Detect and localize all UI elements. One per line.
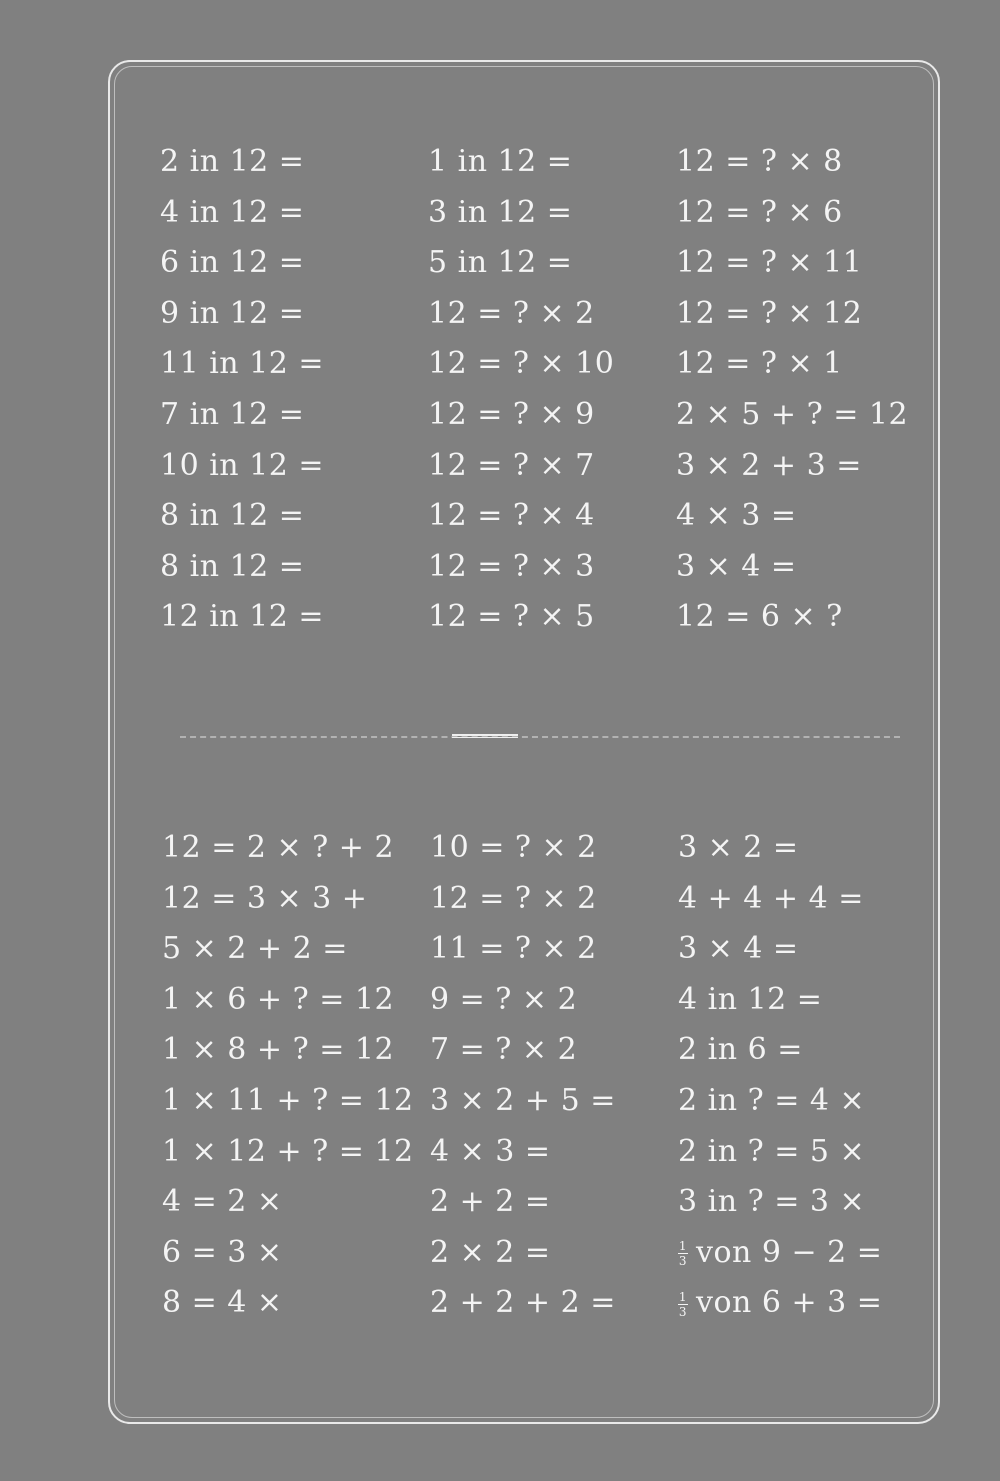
exercise-item: 3 × 2 =	[678, 830, 799, 865]
section-divider-mark	[452, 734, 518, 738]
exercise-item: 9 = ? × 2	[430, 981, 578, 1017]
exercise-item: 12 = ? × 3	[428, 548, 595, 584]
exercise-item: 3 × 2 + 3 =	[676, 447, 862, 483]
exercise-item: 2 + 2 + 2 =	[430, 1285, 616, 1321]
exercise-item: 3 in ? = 3 ×	[678, 1184, 866, 1220]
fraction-numerator: 1	[678, 1239, 688, 1254]
exercise-item: 10 in 12 =	[160, 447, 325, 483]
exercise-item: 10 = ? × 2	[430, 830, 597, 865]
exercise-item: 2 in 12 =	[160, 144, 305, 179]
exercise-item: 12 = 6 × ?	[676, 599, 843, 635]
exercise-item: 12 = ? × 7	[428, 447, 595, 483]
exercise-item: 12 = ? × 5	[428, 599, 595, 635]
exercise-item: 12 in 12 =	[160, 599, 325, 635]
fraction-denominator: 3	[678, 1254, 688, 1269]
top-column-3	[676, 137, 908, 643]
exercise-item: 9 in 12 =	[160, 295, 305, 331]
exercise-item: 1 in 12 =	[428, 144, 573, 179]
exercise-item: 3 in 12 =	[428, 194, 573, 230]
fraction-exercise-item	[678, 1228, 882, 1279]
exercise-item: 12 = 3 × 3 +	[162, 880, 368, 916]
exercise-item: 11 = ? × 2	[430, 931, 597, 967]
fraction-exercise-text: von 6 + 3 =	[696, 1285, 883, 1321]
exercise-item: 12 = ? × 2	[430, 880, 597, 916]
exercise-item: 8 in 12 =	[160, 548, 305, 584]
exercise-item: 3 × 4 =	[676, 548, 797, 584]
exercise-item: 4 + 4 + 4 =	[678, 880, 864, 916]
exercise-item: 1 × 11 + ? = 12	[162, 1082, 414, 1118]
fraction-exercise-item	[678, 1278, 882, 1329]
exercise-item: 12 = ? × 4	[428, 498, 595, 534]
exercise-item: 12 = 2 × ? + 2	[162, 830, 395, 865]
exercise-item: 2 in ? = 5 ×	[678, 1133, 866, 1169]
exercise-item: 2 in ? = 4 ×	[678, 1082, 866, 1118]
exercise-item: 4 × 3 =	[430, 1133, 551, 1169]
exercise-item: 12 = ? × 12	[676, 295, 863, 331]
fraction-denominator: 3	[678, 1304, 688, 1319]
exercise-item: 12 = ? × 11	[676, 245, 863, 281]
fraction-exercise-text: von 9 − 2 =	[696, 1234, 883, 1270]
exercise-item: 12 = ? × 10	[428, 346, 615, 382]
exercise-item: 11 in 12 =	[160, 346, 325, 382]
exercise-item: 3 × 2 + 5 =	[430, 1082, 616, 1118]
exercise-item: 4 × 3 =	[676, 498, 797, 534]
bottom-column-1	[162, 823, 414, 1329]
top-column-2	[428, 137, 614, 643]
fraction-numerator: 1	[678, 1289, 688, 1304]
exercise-item: 7 = ? × 2	[430, 1032, 578, 1068]
exercise-item: 8 in 12 =	[160, 498, 305, 534]
exercise-item: 2 × 2 =	[430, 1234, 551, 1270]
top-column-1	[160, 137, 324, 643]
exercise-item: 2 in 6 =	[678, 1032, 803, 1068]
exercise-item: 12 = ? × 1	[676, 346, 843, 382]
exercise-item: 1 × 6 + ? = 12	[162, 981, 395, 1017]
section-divider	[180, 736, 900, 738]
exercise-item: 5 × 2 + 2 =	[162, 931, 348, 967]
exercise-item: 4 in 12 =	[160, 194, 305, 230]
exercise-item: 6 = 3 ×	[162, 1234, 283, 1270]
exercise-item: 8 = 4 ×	[162, 1285, 283, 1321]
exercise-item: 1 × 8 + ? = 12	[162, 1032, 395, 1068]
exercise-item: 4 = 2 ×	[162, 1184, 283, 1220]
fraction	[678, 1291, 688, 1318]
exercise-item: 2 + 2 =	[430, 1184, 551, 1220]
exercise-item: 4 in 12 =	[678, 981, 823, 1017]
fraction	[678, 1240, 688, 1267]
exercise-item: 12 = ? × 2	[428, 295, 595, 331]
exercise-item: 1 × 12 + ? = 12	[162, 1133, 414, 1169]
exercise-item: 12 = ? × 9	[428, 396, 595, 432]
exercise-item: 2 × 5 + ? = 12	[676, 396, 909, 432]
exercise-item: 3 × 4 =	[678, 931, 799, 967]
bottom-column-3	[678, 823, 882, 1329]
exercise-item: 6 in 12 =	[160, 245, 305, 281]
exercise-item: 5 in 12 =	[428, 245, 573, 281]
exercise-item: 12 = ? × 8	[676, 144, 843, 179]
bottom-column-2	[430, 823, 616, 1329]
exercise-item: 7 in 12 =	[160, 396, 305, 432]
exercise-item: 12 = ? × 6	[676, 194, 843, 230]
